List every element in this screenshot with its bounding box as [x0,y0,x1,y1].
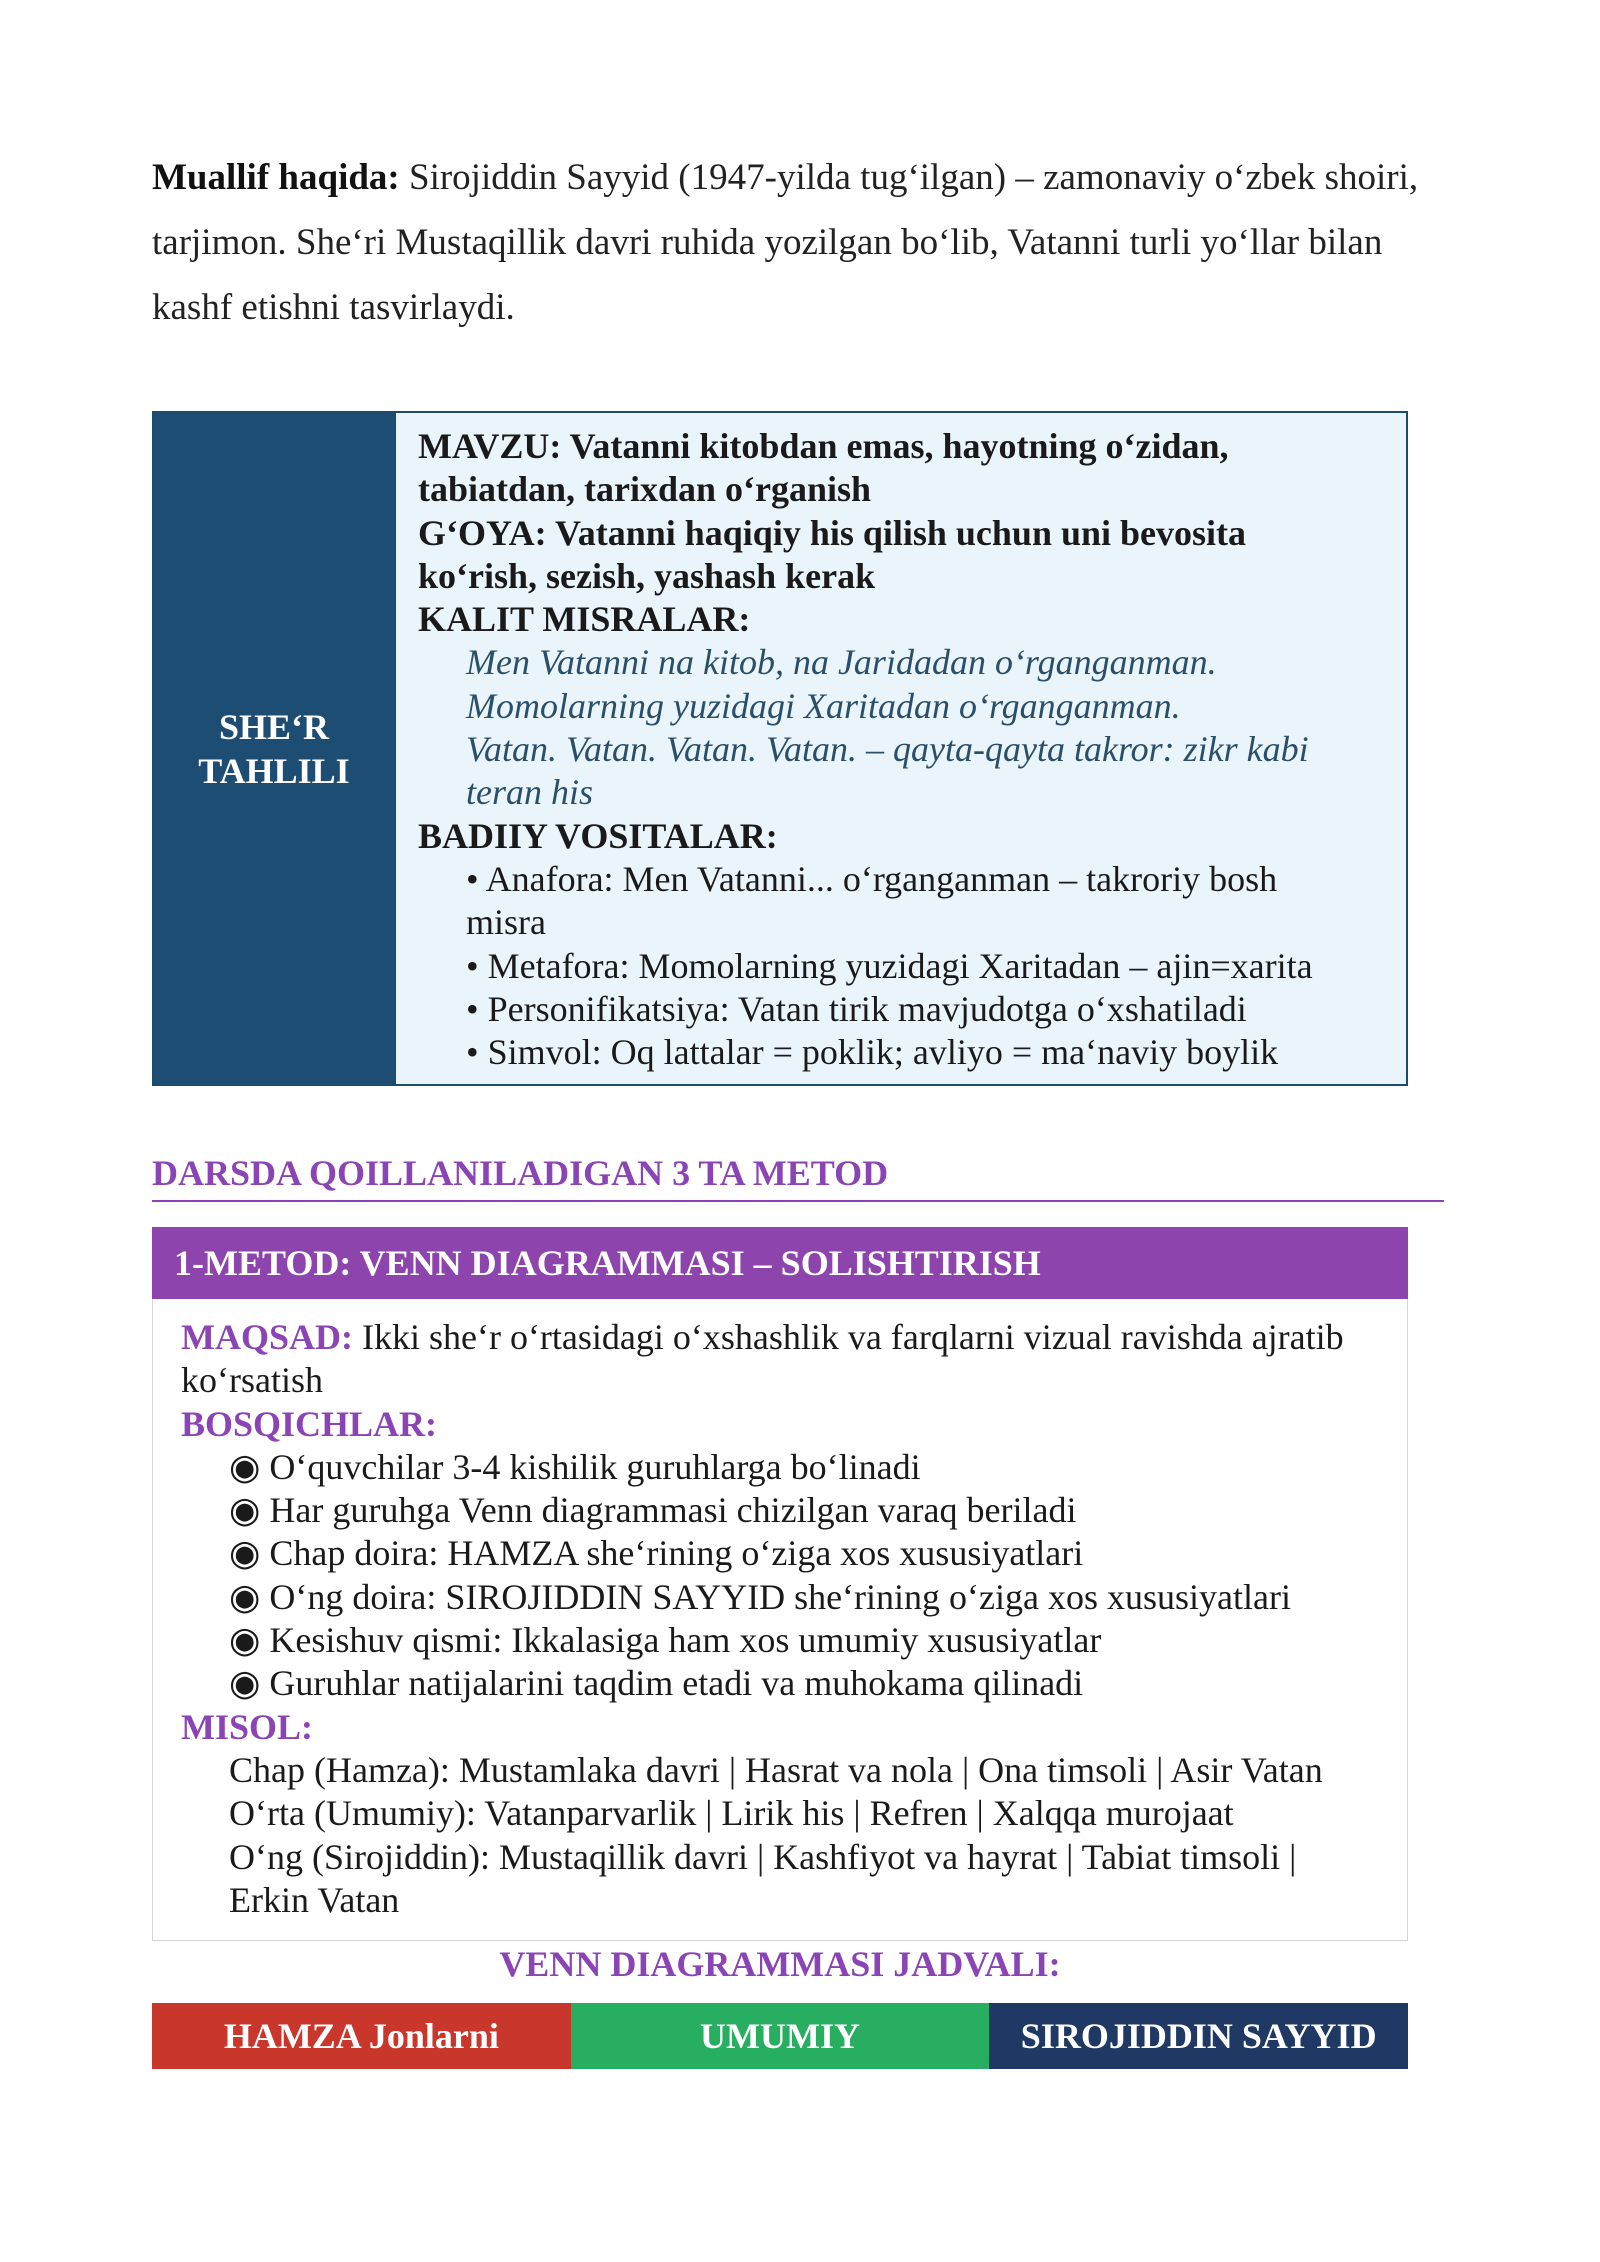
idea-text: G‘OYA: Vatanni haqiqiy his qilish uchun uni bevosita ko‘rish, sezish, yashash kerak [418,512,1247,596]
step-item: ◉ O‘quvchilar 3-4 kishilik guruhlarga bo‘linadi [229,1446,921,1487]
devices-title: BADIIY VOSITALAR: [418,815,778,856]
step-item: ◉ O‘ng doira: SIROJIDDIN SAYYID she‘rining o‘ziga xos xususiyatlari [229,1576,1291,1617]
example-line: O‘ng (Sirojiddin): Mustaqillik davri | Kashfiyot va hayrat | Tabiat timsoli | Erkin Vatan [229,1836,1297,1920]
example-line: O‘rta (Umumiy): Vatanparvarlik | Lirik his | Refren | Xalqqa murojaat [229,1793,1234,1834]
poem-analysis-box [152,411,1408,1086]
analysis-content [394,413,1406,1084]
example-line: Chap (Hamza): Mustamlaka davri | Hasrat va nola | Ona timsoli | Asir Vatan [229,1749,1323,1790]
device-item: • Anafora: Men Vatanni... o‘rganganman – takroriy bosh misra [466,858,1278,943]
step-item: ◉ Har guruhga Venn diagrammasi chizilgan varaq beriladi [229,1490,1077,1531]
author-text: Sirojiddin Sayyid (1947-yilda tug‘ilgan) – zamonaviy o‘zbek shoiri, tarjimon. She‘ri Mustaqillik davri ruhida yozilgan bo‘lib, Vatanni turli yo‘llar bilan kashf etishni tasvirlaydi. [152,157,1419,328]
method1-body [152,1299,1408,1941]
methods-section-title: DARSDA QOILLANILADIGAN 3 TA METOD [152,1152,1444,1202]
goal-paragraph [181,1316,1377,1403]
device-item: • Simvol: Oq lattalar = poklik; avliyo = ma‘naviy boylik [466,1032,1279,1073]
side-label-line1: SHE‘R [218,706,329,747]
step-item: ◉ Guruhlar natijalarini taqdim etadi va muhokama qilinadi [229,1663,1084,1704]
author-paragraph [152,145,1452,340]
example-label: MISOL: [181,1706,314,1747]
step-item: ◉ Kesishuv qismi: Ikkalasiga ham xos umumiy xususiyatlar [229,1620,1102,1661]
venn-column-sirojiddin: SIROJIDDIN SAYYID [989,2003,1408,2069]
key-line: Vatan. Vatan. Vatan. Vatan. – qayta-qayta takror: zikr kabi teran his [466,729,1309,813]
key-lines-title: KALIT MISRALAR: [418,599,751,640]
author-label: Muallif haqida: [152,157,400,198]
analysis-side-label [154,413,394,1084]
side-label-line2: TAHLILI [198,750,350,791]
device-item: • Personifikatsiya: Vatan tirik mavjudotga o‘xshatiladi [466,988,1247,1029]
goal-label: MAQSAD: [181,1317,353,1357]
device-item: • Metafora: Momolarning yuzidagi Xaritadan – ajin=xarita [466,945,1313,986]
venn-column-common: UMUMIY [571,2003,990,2069]
theme-text: MAVZU: Vatanni kitobdan emas, hayotning o‘zidan, tabiatdan, tarixdan o‘rganish [418,426,1229,510]
step-item: ◉ Chap doira: HAMZA she‘rining o‘ziga xos xususiyatlari [229,1533,1084,1574]
venn-column-hamza: HAMZA Jonlarni [152,2003,571,2069]
venn-table-header [152,2003,1408,2069]
key-line: Momolarning yuzidagi Xaritadan o‘rganganman. [466,685,1181,726]
venn-table-title: VENN DIAGRAMMASI JADVALI: [499,1944,1061,1984]
method1-header: 1-METOD: VENN DIAGRAMMASI – SOLISHTIRISH [152,1227,1408,1299]
goal-text: Ikki she‘r o‘rtasidagi o‘xshashlik va farqlarni vizual ravishda ajratib ko‘rsatish [181,1317,1344,1401]
key-line: Men Vatanni na kitob, na Jaridadan o‘rganganman. [466,642,1217,683]
steps-label: BOSQICHLAR: [181,1403,438,1444]
